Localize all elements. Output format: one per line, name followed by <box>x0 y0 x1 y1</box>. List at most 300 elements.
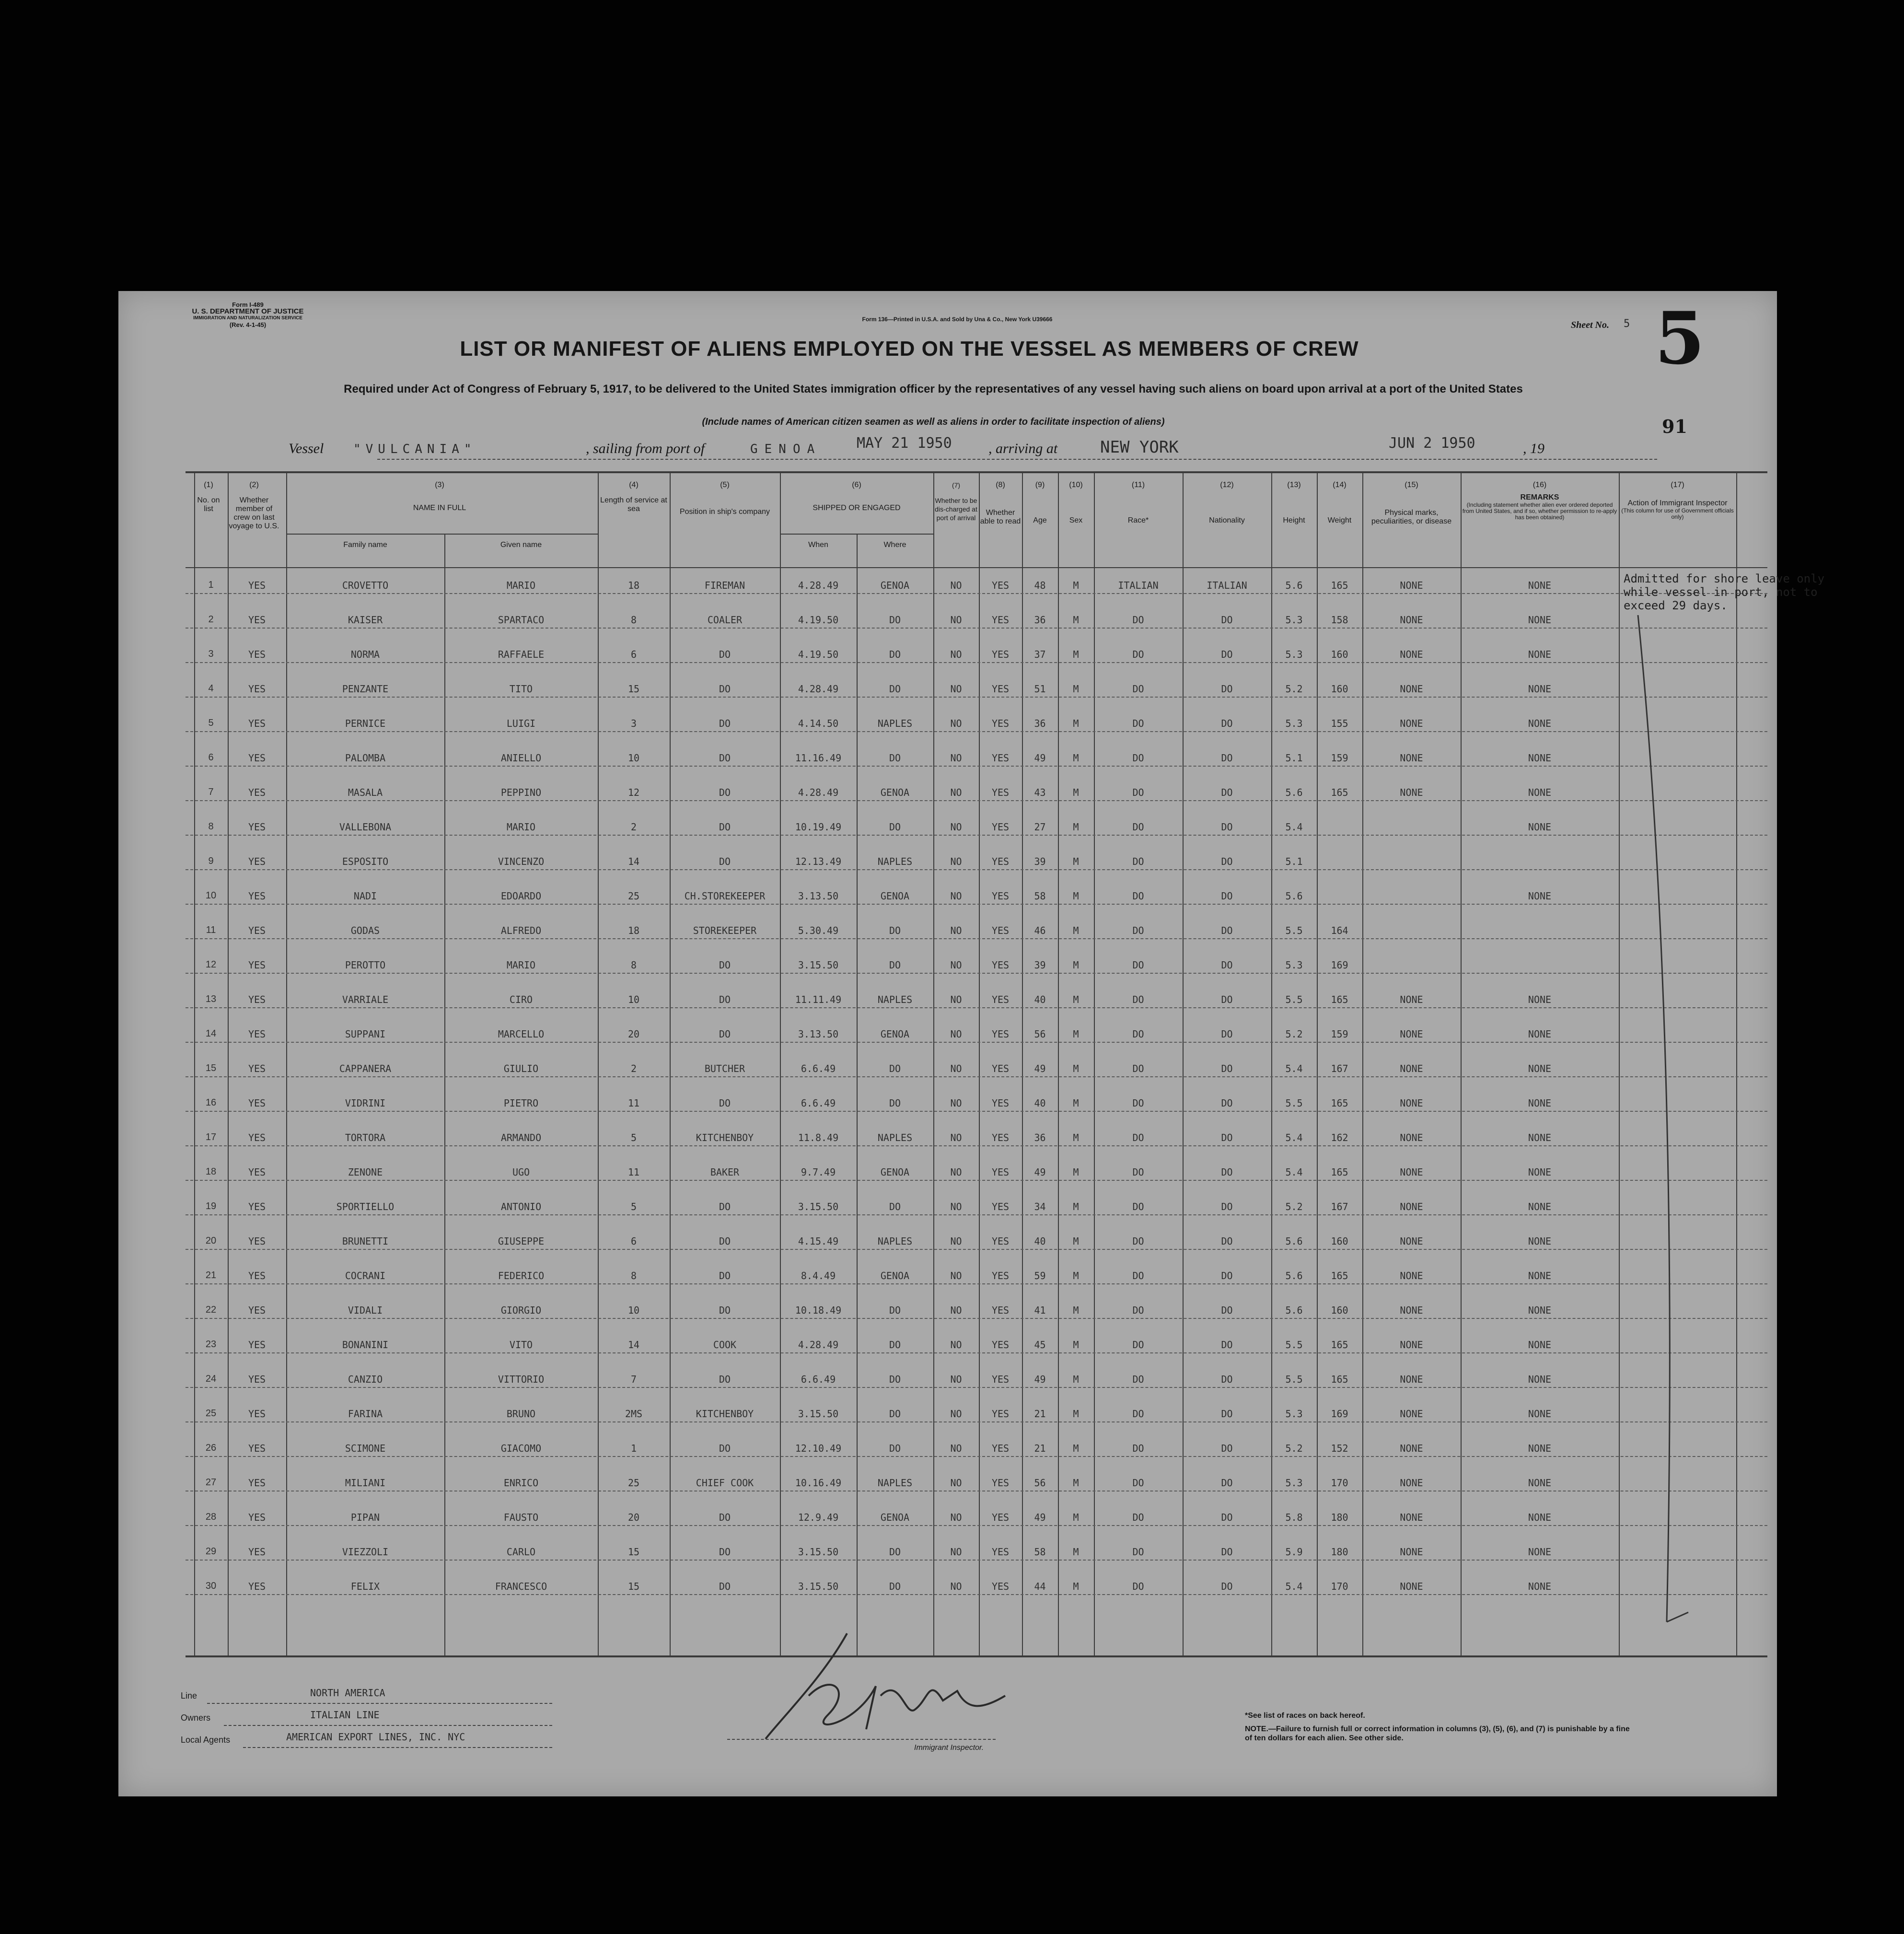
cell-weight: 169 <box>1331 959 1348 971</box>
cell-race: DO <box>1132 1235 1144 1247</box>
cell-height: 5.3 <box>1285 718 1303 729</box>
inspector-bracket-line <box>1633 615 1691 1631</box>
cell-given: BRUNO <box>506 1408 536 1420</box>
action-note: (This column for use of Government officials only) <box>1621 507 1734 520</box>
cell-when: 6.6.49 <box>801 1063 836 1074</box>
cell-remarks: NONE <box>1528 890 1552 902</box>
cell-race: ITALIAN <box>1118 580 1159 591</box>
cell-sex: M <box>1073 1201 1079 1212</box>
cell-family: BRUNETTI <box>342 1235 389 1247</box>
cell-sex: M <box>1073 1512 1079 1523</box>
cell-no: 19 <box>205 1201 217 1212</box>
cell-where: GENOA <box>880 1028 910 1040</box>
cell-read: YES <box>991 1201 1010 1212</box>
cell-age: 41 <box>1034 1305 1046 1316</box>
cell-age: 49 <box>1034 1512 1046 1523</box>
cell-read: YES <box>991 1374 1010 1385</box>
cell-family: CROVETTO <box>342 580 389 591</box>
cell-weight: 165 <box>1331 1270 1348 1282</box>
row-rule <box>186 628 1767 629</box>
col-3-num: (3) <box>435 481 444 489</box>
cell-no: 26 <box>205 1443 217 1453</box>
cell-height: 5.5 <box>1285 1339 1303 1351</box>
cell-sex: M <box>1073 856 1079 867</box>
cell-service: 15 <box>627 683 640 695</box>
cell-remarks: NONE <box>1528 1408 1552 1420</box>
cell-where: DO <box>889 649 901 660</box>
column-rule <box>1619 471 1620 1655</box>
col-1-header <box>194 481 223 513</box>
cell-where: NAPLES <box>877 1235 913 1247</box>
cell-age: 56 <box>1034 1028 1046 1040</box>
cell-discharge: NO <box>950 1305 962 1316</box>
cell-where: DO <box>889 752 901 764</box>
cell-where: DO <box>889 959 901 971</box>
cell-nationality: DO <box>1221 683 1233 695</box>
cell-service: 15 <box>627 1581 640 1592</box>
row-rule <box>186 1111 1767 1112</box>
cell-race: DO <box>1132 959 1144 971</box>
form-id: Form I-489 <box>232 301 264 308</box>
cell-marks: NONE <box>1400 1477 1423 1489</box>
cell-nationality: ITALIAN <box>1207 580 1247 591</box>
cell-weight: 167 <box>1331 1063 1348 1074</box>
cell-weight: 165 <box>1331 1166 1348 1178</box>
cell-service: 20 <box>627 1028 640 1040</box>
cell-crew: YES <box>248 1270 266 1282</box>
col-16-header <box>1461 481 1619 521</box>
cell-sex: M <box>1073 683 1079 695</box>
cell-height: 5.4 <box>1285 1581 1303 1592</box>
cell-position: DO <box>719 821 731 833</box>
cell-crew: YES <box>248 959 266 971</box>
row-rule <box>186 869 1767 870</box>
cell-nationality: DO <box>1221 1408 1233 1420</box>
cell-service: 8 <box>630 1270 637 1282</box>
cell-discharge: NO <box>950 890 962 902</box>
cell-when: 3.15.50 <box>798 959 839 971</box>
cell-nationality: DO <box>1221 1581 1233 1592</box>
cell-marks: NONE <box>1400 752 1423 764</box>
cell-marks: NONE <box>1400 1305 1423 1316</box>
cell-read: YES <box>991 1097 1010 1109</box>
cell-sex: M <box>1073 718 1079 729</box>
row-rule <box>186 1525 1767 1526</box>
col-10-header <box>1058 481 1094 525</box>
cell-crew: YES <box>248 994 266 1005</box>
col-1-label: No. on list <box>197 496 220 513</box>
col-7-header <box>933 481 979 522</box>
cell-service: 2MS <box>625 1408 643 1420</box>
cell-marks: NONE <box>1400 1235 1423 1247</box>
cell-given: FEDERICO <box>498 1270 545 1282</box>
cell-crew: YES <box>248 1546 266 1558</box>
cell-marks: NONE <box>1400 649 1423 660</box>
col-4-header <box>598 481 670 513</box>
cell-position: DO <box>719 1270 731 1282</box>
cell-nationality: DO <box>1221 821 1233 833</box>
department: U. S. DEPARTMENT OF JUSTICE <box>192 307 304 315</box>
cell-no: 2 <box>208 614 214 625</box>
cell-when: 4.14.50 <box>798 718 839 729</box>
cell-where: DO <box>889 1581 901 1592</box>
sail-date-stamp: MAY 21 1950 <box>857 435 952 452</box>
cell-crew: YES <box>248 1028 266 1040</box>
cell-marks: NONE <box>1400 1063 1423 1074</box>
cell-sex: M <box>1073 1270 1079 1282</box>
cell-height: 5.5 <box>1285 994 1303 1005</box>
cell-given: MARIO <box>506 580 536 591</box>
cell-no: 10 <box>205 890 217 901</box>
cell-race: DO <box>1132 925 1144 936</box>
col-14-header <box>1317 481 1362 525</box>
cell-discharge: NO <box>950 649 962 660</box>
cell-no: 14 <box>205 1028 217 1039</box>
cell-marks: NONE <box>1400 1443 1423 1454</box>
cell-position: DO <box>719 752 731 764</box>
cell-when: 12.9.49 <box>798 1512 839 1523</box>
cell-crew: YES <box>248 1201 266 1212</box>
cell-race: DO <box>1132 1166 1144 1178</box>
cell-family: PIPAN <box>350 1512 380 1523</box>
cell-nationality: DO <box>1221 959 1233 971</box>
cell-sex: M <box>1073 1443 1079 1454</box>
cell-discharge: NO <box>950 994 962 1005</box>
cell-remarks: NONE <box>1528 1374 1552 1385</box>
cell-service: 10 <box>627 994 640 1005</box>
cell-family: BONANINI <box>342 1339 389 1351</box>
cell-weight: 180 <box>1331 1546 1348 1558</box>
cell-family: VALLEBONA <box>339 821 392 833</box>
row-rule <box>186 1387 1767 1388</box>
cell-sex: M <box>1073 821 1079 833</box>
cell-nationality: DO <box>1221 1339 1233 1351</box>
row-rule <box>186 1283 1767 1284</box>
cell-where: DO <box>889 1097 901 1109</box>
cell-given: FRANCESCO <box>495 1581 547 1592</box>
cell-sex: M <box>1073 1477 1079 1489</box>
cell-crew: YES <box>248 752 266 764</box>
cell-read: YES <box>991 649 1010 660</box>
cell-position: DO <box>719 1512 731 1523</box>
cell-crew: YES <box>248 1443 266 1454</box>
cell-remarks: NONE <box>1528 1443 1552 1454</box>
cell-age: 37 <box>1034 649 1046 660</box>
cell-sex: M <box>1073 1132 1079 1143</box>
cell-race: DO <box>1132 994 1144 1005</box>
cell-read: YES <box>991 890 1010 902</box>
cell-crew: YES <box>248 1374 266 1385</box>
cell-crew: YES <box>248 1166 266 1178</box>
cell-position: FIREMAN <box>704 580 745 591</box>
form-header-block <box>181 302 315 328</box>
cell-where: DO <box>889 1408 901 1420</box>
cell-marks: NONE <box>1400 580 1423 591</box>
cell-service: 25 <box>627 890 640 902</box>
cell-height: 5.2 <box>1285 1028 1303 1040</box>
cell-position: DO <box>719 959 731 971</box>
printer-line: Form 136—Printed in U.S.A. and Sold by Una & Co., New York U39666 <box>862 316 1053 323</box>
cell-crew: YES <box>248 1581 266 1592</box>
cell-family: SCIMONE <box>345 1443 386 1454</box>
cell-service: 20 <box>627 1512 640 1523</box>
cell-remarks: NONE <box>1528 1581 1552 1592</box>
cell-no: 11 <box>206 925 216 935</box>
cell-given: RAFFAELE <box>498 649 545 660</box>
cell-weight: 180 <box>1331 1512 1348 1523</box>
cell-weight: 160 <box>1331 1235 1348 1247</box>
cell-nationality: DO <box>1221 994 1233 1005</box>
port-to: NEW YORK <box>1100 438 1179 457</box>
cell-weight: 165 <box>1331 994 1348 1005</box>
cell-height: 5.3 <box>1285 1477 1303 1489</box>
col-5-num: (5) <box>720 481 730 489</box>
cell-where: GENOA <box>880 890 910 902</box>
cell-no: 5 <box>208 718 214 728</box>
cell-age: 36 <box>1034 1132 1046 1143</box>
cell-height: 5.5 <box>1285 925 1303 936</box>
cell-read: YES <box>991 959 1010 971</box>
cell-nationality: DO <box>1221 1201 1233 1212</box>
cell-nationality: DO <box>1221 1546 1233 1558</box>
cell-no: 17 <box>205 1132 217 1142</box>
cell-crew: YES <box>248 821 266 833</box>
cell-race: DO <box>1132 1063 1144 1074</box>
cell-crew: YES <box>248 1339 266 1351</box>
cell-when: 4.15.49 <box>798 1235 839 1247</box>
cell-given: FAUSTO <box>503 1512 539 1523</box>
cell-marks: NONE <box>1400 787 1423 798</box>
cell-nationality: DO <box>1221 718 1233 729</box>
penalty-note: NOTE.—Failure to furnish full or correct information in columns (3), (5), (6), and (7) is punishable by a fine of ten dollars for each alien. See other side. <box>1245 1725 1630 1742</box>
row-rule <box>186 938 1767 939</box>
cell-position: DO <box>719 1235 731 1247</box>
cell-remarks: NONE <box>1528 1270 1552 1282</box>
cell-service: 18 <box>627 580 640 591</box>
inspector-signature <box>756 1619 1024 1744</box>
given-name-header: Given name <box>500 541 542 549</box>
cell-crew: YES <box>248 1235 266 1247</box>
cell-race: DO <box>1132 1270 1144 1282</box>
col-3-label: NAME IN FULL <box>413 504 466 512</box>
col-7-num: (7) <box>952 481 961 489</box>
cell-weight: 158 <box>1331 614 1348 626</box>
cell-no: 3 <box>208 649 214 659</box>
cell-given: ANIELLO <box>500 752 542 764</box>
cell-height: 5.2 <box>1285 1201 1303 1212</box>
col-14-num: (14) <box>1333 481 1347 489</box>
cell-given: EDOARDO <box>500 890 542 902</box>
cell-read: YES <box>991 718 1010 729</box>
cell-crew: YES <box>248 580 266 591</box>
cell-read: YES <box>991 1063 1010 1074</box>
cell-weight: 165 <box>1331 787 1348 798</box>
cell-no: 25 <box>205 1408 217 1419</box>
cell-race: DO <box>1132 1443 1144 1454</box>
cell-no: 23 <box>205 1339 217 1350</box>
cell-crew: YES <box>248 856 266 867</box>
line-rule <box>207 1703 552 1704</box>
cell-discharge: NO <box>950 1063 962 1074</box>
cell-height: 5.1 <box>1285 752 1303 764</box>
cell-marks: NONE <box>1400 1132 1423 1143</box>
year-label: , 19 <box>1523 441 1544 456</box>
cell-read: YES <box>991 1512 1010 1523</box>
cell-crew: YES <box>248 1097 266 1109</box>
cell-family: PENZANTE <box>342 683 389 695</box>
cell-no: 12 <box>205 959 217 970</box>
cell-height: 5.8 <box>1285 1512 1303 1523</box>
cell-service: 12 <box>627 787 640 798</box>
cell-race: DO <box>1132 683 1144 695</box>
cell-marks: NONE <box>1400 1374 1423 1385</box>
cell-sex: M <box>1073 1028 1079 1040</box>
cell-crew: YES <box>248 683 266 695</box>
cell-nationality: DO <box>1221 1374 1233 1385</box>
cell-family: MASALA <box>348 787 383 798</box>
cell-remarks: NONE <box>1528 683 1552 695</box>
cell-age: 39 <box>1034 959 1046 971</box>
row-rule <box>186 1214 1767 1215</box>
cell-no: 18 <box>205 1166 217 1177</box>
cell-family: VIDALI <box>348 1305 383 1316</box>
cell-race: DO <box>1132 718 1144 729</box>
cell-crew: YES <box>248 1063 266 1074</box>
cell-when: 11.11.49 <box>795 994 842 1005</box>
cell-discharge: NO <box>950 821 962 833</box>
cell-read: YES <box>991 1028 1010 1040</box>
cell-height: 5.2 <box>1285 683 1303 695</box>
name-subheader-rule <box>286 534 598 535</box>
cell-family: ZENONE <box>348 1166 383 1178</box>
cell-given: PIETRO <box>503 1097 539 1109</box>
cell-age: 58 <box>1034 890 1046 902</box>
cell-remarks: NONE <box>1528 580 1552 591</box>
cell-sex: M <box>1073 580 1079 591</box>
row-rule <box>186 800 1767 801</box>
cell-where: NAPLES <box>877 1477 913 1489</box>
cell-when: 4.19.50 <box>798 614 839 626</box>
cell-given: VITTORIO <box>498 1374 545 1385</box>
sheet-number-large: 5 <box>1655 296 1705 381</box>
cell-service: 10 <box>627 1305 640 1316</box>
cell-given: GIUSEPPE <box>498 1235 545 1247</box>
row-rule <box>186 1145 1767 1146</box>
cell-sex: M <box>1073 1546 1079 1558</box>
agents-rule <box>243 1747 552 1748</box>
cell-read: YES <box>991 1235 1010 1247</box>
col-11-label: Race* <box>1127 516 1149 524</box>
manifest-sheet <box>118 291 1825 1796</box>
col-6-label: SHIPPED OR ENGAGED <box>813 504 901 512</box>
cell-age: 48 <box>1034 580 1046 591</box>
cell-when: 11.8.49 <box>798 1132 839 1143</box>
col-13-num: (13) <box>1287 481 1301 489</box>
cell-position: DO <box>719 1374 731 1385</box>
cell-remarks: NONE <box>1528 752 1552 764</box>
cell-race: DO <box>1132 1201 1144 1212</box>
cell-when: 4.19.50 <box>798 649 839 660</box>
cell-family: FELIX <box>350 1581 380 1592</box>
cell-sex: M <box>1073 890 1079 902</box>
cell-when: 11.16.49 <box>795 752 842 764</box>
port-from: GENOA <box>750 442 822 456</box>
cell-given: ENRICO <box>503 1477 539 1489</box>
cell-service: 14 <box>627 1339 640 1351</box>
col-14-label: Weight <box>1327 516 1352 524</box>
cell-where: DO <box>889 1374 901 1385</box>
cell-given: CIRO <box>509 994 533 1005</box>
cell-remarks: NONE <box>1528 1166 1552 1178</box>
cell-age: 21 <box>1034 1443 1046 1454</box>
cell-marks: NONE <box>1400 718 1423 729</box>
cell-discharge: NO <box>950 856 962 867</box>
cell-nationality: DO <box>1221 1028 1233 1040</box>
cell-race: DO <box>1132 1097 1144 1109</box>
cell-where: GENOA <box>880 1270 910 1282</box>
cell-weight: 167 <box>1331 1201 1348 1212</box>
cell-given: VITO <box>509 1339 533 1351</box>
cell-sex: M <box>1073 649 1079 660</box>
cell-height: 5.5 <box>1285 1097 1303 1109</box>
cell-read: YES <box>991 752 1010 764</box>
cell-no: 13 <box>205 994 217 1004</box>
cell-no: 30 <box>205 1581 217 1591</box>
col-17-num: (17) <box>1671 481 1684 489</box>
cell-race: DO <box>1132 1132 1144 1143</box>
cell-crew: YES <box>248 1305 266 1316</box>
when-header: When <box>808 541 828 549</box>
cell-family: ESPOSITO <box>342 856 389 867</box>
row-rule <box>186 1042 1767 1043</box>
cell-weight: 170 <box>1331 1581 1348 1592</box>
col-15-label: Physical marks, peculiarities, or disease <box>1371 509 1452 525</box>
col-12-header <box>1183 481 1271 525</box>
row-rule <box>186 1007 1767 1008</box>
col-13-header <box>1271 481 1317 525</box>
cell-when: 9.7.49 <box>801 1166 836 1178</box>
cell-weight: 165 <box>1331 1339 1348 1351</box>
cell-position: STOREKEEPER <box>693 925 757 936</box>
cell-no: 29 <box>205 1546 217 1557</box>
table-top-border <box>186 471 1767 473</box>
inspector-remark: Admitted for shore leave only while vessel in port, not to exceed 29 days. <box>1624 572 1825 612</box>
cell-service: 5 <box>630 1201 637 1212</box>
col-2-header <box>228 481 280 531</box>
cell-age: 46 <box>1034 925 1046 936</box>
cell-marks: NONE <box>1400 1581 1423 1592</box>
cell-weight: 164 <box>1331 925 1348 936</box>
cell-no: 21 <box>205 1270 217 1281</box>
col-16-label: REMARKS <box>1520 493 1559 501</box>
cell-read: YES <box>991 1132 1010 1143</box>
cell-when: 6.6.49 <box>801 1374 836 1385</box>
cell-given: UGO <box>512 1166 530 1178</box>
col-9-num: (9) <box>1035 481 1045 489</box>
cell-marks: NONE <box>1400 994 1423 1005</box>
cell-sex: M <box>1073 1581 1079 1592</box>
cell-given: ANTONIO <box>500 1201 542 1212</box>
cell-given: MARIO <box>506 959 536 971</box>
cell-no: 1 <box>208 580 214 590</box>
cell-where: GENOA <box>880 787 910 798</box>
col-4-num: (4) <box>629 481 639 489</box>
cell-remarks: NONE <box>1528 1546 1552 1558</box>
sheet-label: Sheet No. <box>1571 320 1609 330</box>
cell-nationality: DO <box>1221 1235 1233 1247</box>
cell-family: PEROTTO <box>345 959 386 971</box>
col-11-num: (11) <box>1131 481 1145 489</box>
